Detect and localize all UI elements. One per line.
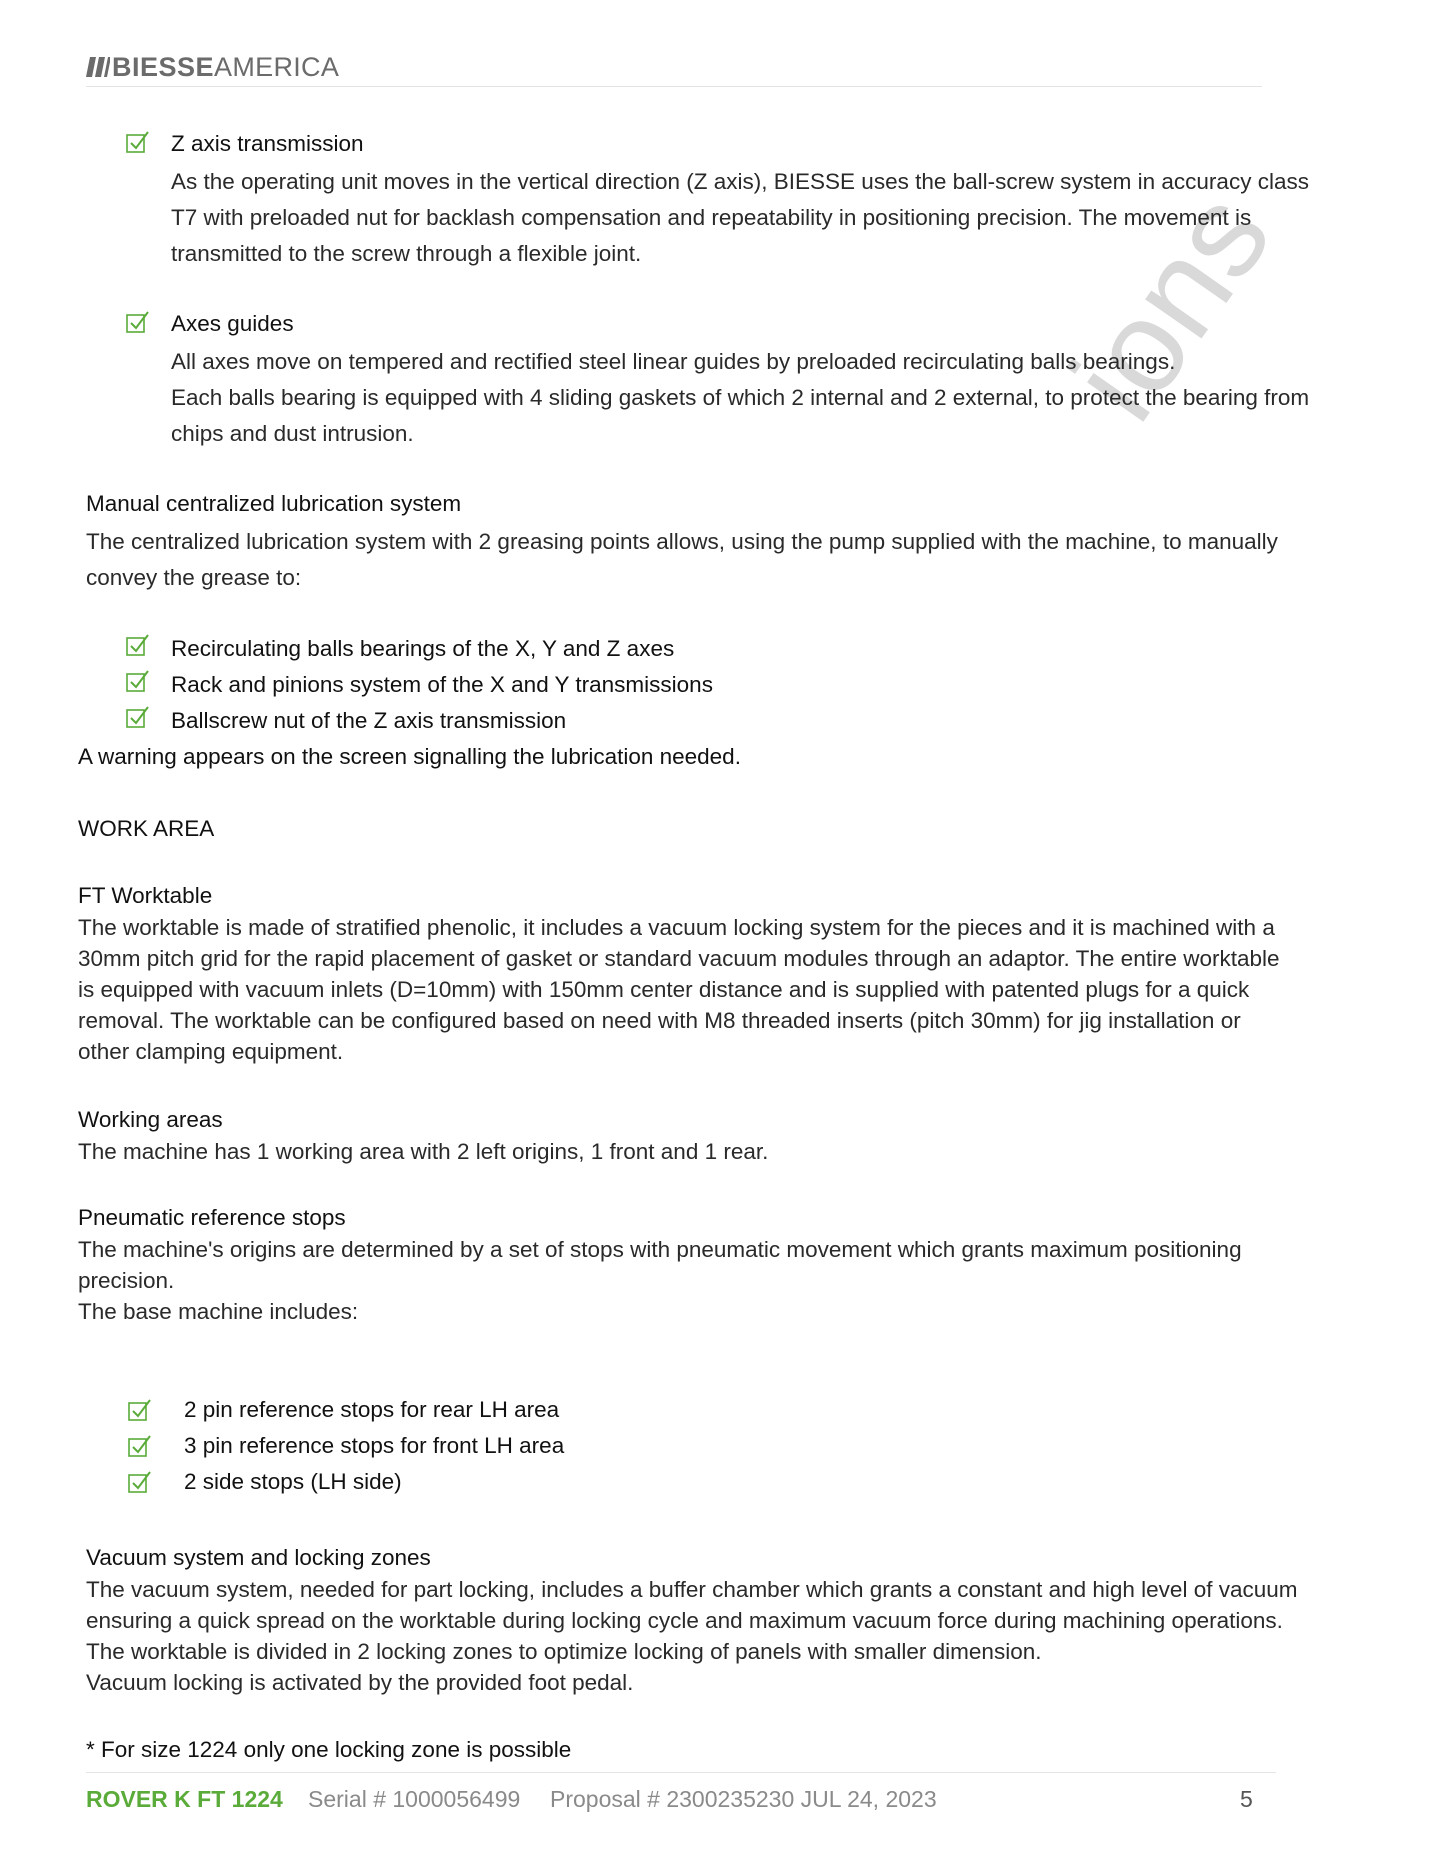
axes-guides-title: Axes guides	[171, 311, 294, 336]
checkbox-check-icon	[126, 633, 150, 657]
text-line: All axes move on tempered and rectified steel linear guides by preloaded recirculating balls bearings.	[171, 349, 1176, 374]
text-line: The worktable is divided in 2 locking zones to optimize locking of panels with smaller dimension.	[86, 1639, 1042, 1664]
list-item: Ballscrew nut of the Z axis transmission	[171, 708, 567, 733]
checkbox-check-icon	[126, 130, 150, 154]
text-line: 30mm pitch grid for the rapid placement of gasket or standard vacuum modules through an adaptor. The entire worktable	[78, 946, 1280, 971]
footer-model: ROVER K FT 1224	[86, 1786, 283, 1812]
work-area-title: WORK AREA	[78, 816, 215, 841]
header-divider	[86, 86, 1262, 87]
checkbox-check-icon	[128, 1434, 152, 1458]
ft-worktable-title: FT Worktable	[78, 883, 213, 908]
text-line: The vacuum system, needed for part locking, includes a buffer chamber which grants a constant and high level of vacuum	[86, 1577, 1298, 1602]
checkbox-check-icon	[128, 1470, 152, 1494]
text-line: The machine's origins are determined by a set of stops with pneumatic movement which grants maximum positioning	[78, 1237, 1242, 1262]
text-line: Vacuum locking is activated by the provided foot pedal.	[86, 1670, 634, 1695]
lubrication-note: A warning appears on the screen signalling the lubrication needed.	[78, 744, 741, 769]
brand-logo	[86, 52, 339, 82]
lubrication-body	[86, 524, 1278, 596]
text-line: As the operating unit moves in the vertical direction (Z axis), BIESSE uses the ball-screw system in accuracy class	[171, 169, 1309, 194]
pneumatic-stops-title: Pneumatic reference stops	[78, 1205, 346, 1230]
list-item: 3 pin reference stops for front LH area	[184, 1433, 565, 1458]
checkbox-check-icon	[126, 669, 150, 693]
pneumatic-stops-body	[78, 1234, 1242, 1327]
checkbox-check-icon	[128, 1398, 152, 1422]
vacuum-title: Vacuum system and locking zones	[86, 1545, 431, 1570]
axes-guides-body	[171, 344, 1309, 452]
vacuum-body	[86, 1574, 1298, 1698]
text-line: transmitted to the screw through a flexible joint.	[171, 241, 642, 266]
list-item: Recirculating balls bearings of the X, Y and Z axes	[171, 636, 675, 661]
list-item: Rack and pinions system of the X and Y transmissions	[171, 672, 713, 697]
text-line: removal. The worktable can be configured based on need with M8 threaded inserts (pitch 30mm) for jig installation or	[78, 1008, 1241, 1033]
footer-proposal: Proposal # 2300235230 JUL 24, 2023	[550, 1786, 937, 1812]
list-item: 2 pin reference stops for rear LH area	[184, 1397, 560, 1422]
logo-text-bold: BIESSE	[112, 51, 215, 82]
watermark: ions	[1041, 165, 1299, 445]
text-line: convey the grease to:	[86, 565, 302, 590]
text-line: is equipped with vacuum inlets (D=10mm) with 150mm center distance and is supplied with patented plugs for a quick	[78, 977, 1250, 1002]
working-areas-body	[78, 1136, 768, 1167]
text-line: The worktable is made of stratified phenolic, it includes a vacuum locking system for the pieces and it is machined with a	[78, 915, 1275, 940]
text-line: other clamping equipment.	[78, 1039, 344, 1064]
z-axis-title: Z axis transmission	[171, 131, 364, 156]
z-axis-body	[171, 164, 1309, 272]
text-line: ensuring a quick spread on the worktable during locking cycle and maximum vacuum force during machining operations.	[86, 1608, 1283, 1633]
list-item: 2 side stops (LH side)	[184, 1469, 402, 1494]
text-line: The machine has 1 working area with 2 left origins, 1 front and 1 rear.	[78, 1139, 769, 1164]
lubrication-title: Manual centralized lubrication system	[86, 491, 462, 516]
text-line: chips and dust intrusion.	[171, 421, 414, 446]
biesse-stripes-icon	[86, 57, 110, 77]
text-line: The base machine includes:	[78, 1299, 359, 1324]
text-line: precision.	[78, 1268, 175, 1293]
text-line: Each balls bearing is equipped with 4 sliding gaskets of which 2 internal and 2 external, to protect the bearing from	[171, 385, 1310, 410]
page-number: 5	[1240, 1786, 1253, 1812]
text-line: The centralized lubrication system with 2 greasing points allows, using the pump supplied with the machine, to manually	[86, 529, 1278, 554]
ft-worktable-body	[78, 912, 1280, 1067]
footer-divider	[86, 1772, 1276, 1773]
footer-serial: Serial # 1000056499	[308, 1786, 521, 1812]
text-line: T7 with preloaded nut for backlash compensation and repeatability in positioning precision. The movement is	[171, 205, 1252, 230]
checkbox-check-icon	[126, 705, 150, 729]
checkbox-check-icon	[126, 310, 150, 334]
logo-text-light: AMERICA	[214, 51, 340, 82]
working-areas-title: Working areas	[78, 1107, 223, 1132]
vacuum-footnote: * For size 1224 only one locking zone is possible	[86, 1737, 572, 1762]
